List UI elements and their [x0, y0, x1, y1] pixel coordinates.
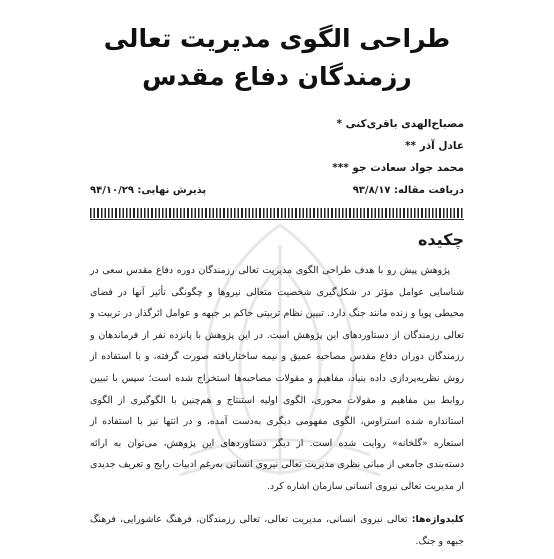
abstract-body: پژوهش پیش رو با هدف طراحی الگوی مدیریت تعالی رزمندگان دوره دفاع مقدس سعی در شناسایی عوامل مؤثر در شکل‌گیری شخصیت متعالی نیروها و چگونگی تأثیر آنها در فضای محیطی پویا و زنده مانند جنگ دارد. تبیین نظام تربیتی حاکم بر جبهه و عوامل اثرگذار در تربیت و تعالی رزمندگان از دستاوردهای این پژوهش است. در این پژوهش با پانزده نفر از فرماندهان و رزمندگان دوران دفاع مقدس مصاحبه عمیق و نیمه ساختاریافته صورت گرفته، و با استفاده از روش نظریه‌پردازی داده بنیاد، مفاهیم و مقولات مصاحبه‌ها استخراج شده است؛ سپس با تبیین روابط بین مفاهیم و مقولات محوری، الگوی اولیه استنتاج و هم‌چنین با الگوگیری از الگوی استانداره شده استراوس، الگوی مفهومی دیگری به‌دست آمده، و در انتها نیز با استفاده از استعاره «گلخانه» روایت شده است. از دیگر دستاوردهای این پژوهش، می‌توان به ارائه دسته‌بندی جامعی از مبانی نظری مدیریت تعالی نیروی انسانی به‌رغم ادبیات رایج و تعریف جدیدی از مدیریت تعالی نیروی انسانی سازمان اشاره کرد. — [90, 265, 464, 492]
received-date: دریافت مقاله: ۹۳/۸/۱۷ — [352, 185, 464, 196]
accepted-date: پذیرش نهایی: ۹۴/۱۰/۲۹ — [90, 185, 207, 196]
author-1: مصباح‌الهدی باقری‌کنی * — [336, 118, 464, 130]
keywords-paragraph — [90, 509, 464, 552]
divider-rule — [90, 219, 464, 220]
paper-title-line-1: طراحی الگوی مدیریت تعالی — [103, 24, 451, 53]
keywords-label: کلیدواژه‌ها: — [411, 514, 464, 525]
author-3: محمد جواد سعادت جو *** — [332, 162, 464, 174]
keywords-text: تعالی نیروی انسانی، مدیریت تعالی، تعالی رزمندگان، فرهنگ عاشورایی، فرهنگ جبهه و جنگ. — [90, 514, 464, 547]
author-2: عادل آذر ** — [405, 140, 464, 152]
decorative-divider — [90, 208, 464, 218]
paper-title-line-2: رزمندگان دفاع مقدس — [142, 62, 412, 91]
dates-row — [90, 185, 464, 196]
abstract-heading: چکیده — [417, 230, 464, 249]
